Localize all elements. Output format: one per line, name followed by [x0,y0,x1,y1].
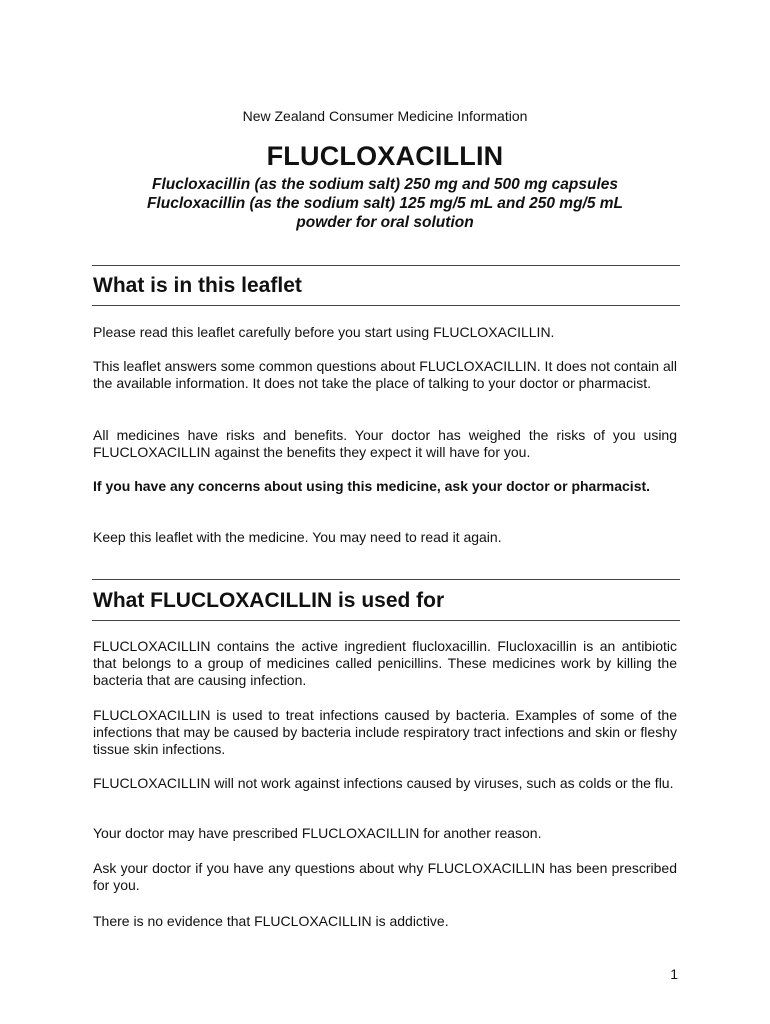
paragraph: Your doctor may have prescribed FLUCLOXACILLIN for another reason. [93,825,542,841]
subtitle-line-1: Flucloxacillin (as the sodium salt) 250 mg and 500 mg capsules [151,176,618,193]
document-supertitle: New Zealand Consumer Medicine Information [242,108,528,124]
section-divider-top [92,265,680,266]
paragraph: FLUCLOXACILLIN contains the active ingredient flucloxacillin. Flucloxacillin is an antibiotic that belongs to a group of medicines called penicillins. These medicines work by killing the bacteria that are causing infection. [93,638,677,688]
subtitle-line-2: Flucloxacillin (as the sodium salt) 125 mg/5 mL and 250 mg/5 mL [146,195,624,212]
section-heading-leaflet: What is in this leaflet [93,274,302,297]
section-divider-bottom [92,305,680,306]
page-number: 1 [670,966,678,982]
paragraph: Keep this leaflet with the medicine. You may need to read it again. [93,529,502,545]
paragraph-emphasis: If you have any concerns about using this medicine, ask your doctor or pharmacist. [93,478,651,494]
paragraph: All medicines have risks and benefits. Your doctor has weighed the risks of you using FLUCLOXACILLIN against the benefits they expect it will have for you. [93,427,677,460]
paragraph: FLUCLOXACILLIN is used to treat infections caused by bacteria. Examples of some of the infections that may be caused by bacteria include respiratory tract infections and skin or fleshy tissue skin infections. [93,707,677,757]
paragraph: Please read this leaflet carefully before you start using FLUCLOXACILLIN. [93,324,555,340]
subtitle-line-3: powder for oral solution [296,214,474,231]
paragraph: There is no evidence that FLUCLOXACILLIN is addictive. [93,913,449,929]
section-divider-top [92,579,680,580]
paragraph: This leaflet answers some common questions about FLUCLOXACILLIN. It does not contain all the available information. It does not take the place of talking to your doctor or pharmacist. [93,358,677,391]
section-heading-used-for: What FLUCLOXACILLIN is used for [93,589,445,612]
paragraph: FLUCLOXACILLIN will not work against infections caused by viruses, such as colds or the flu. [93,775,674,791]
section-divider-bottom [92,620,680,621]
page-title: FLUCLOXACILLIN [266,141,504,171]
paragraph: Ask your doctor if you have any questions about why FLUCLOXACILLIN has been prescribed for you. [93,860,677,893]
